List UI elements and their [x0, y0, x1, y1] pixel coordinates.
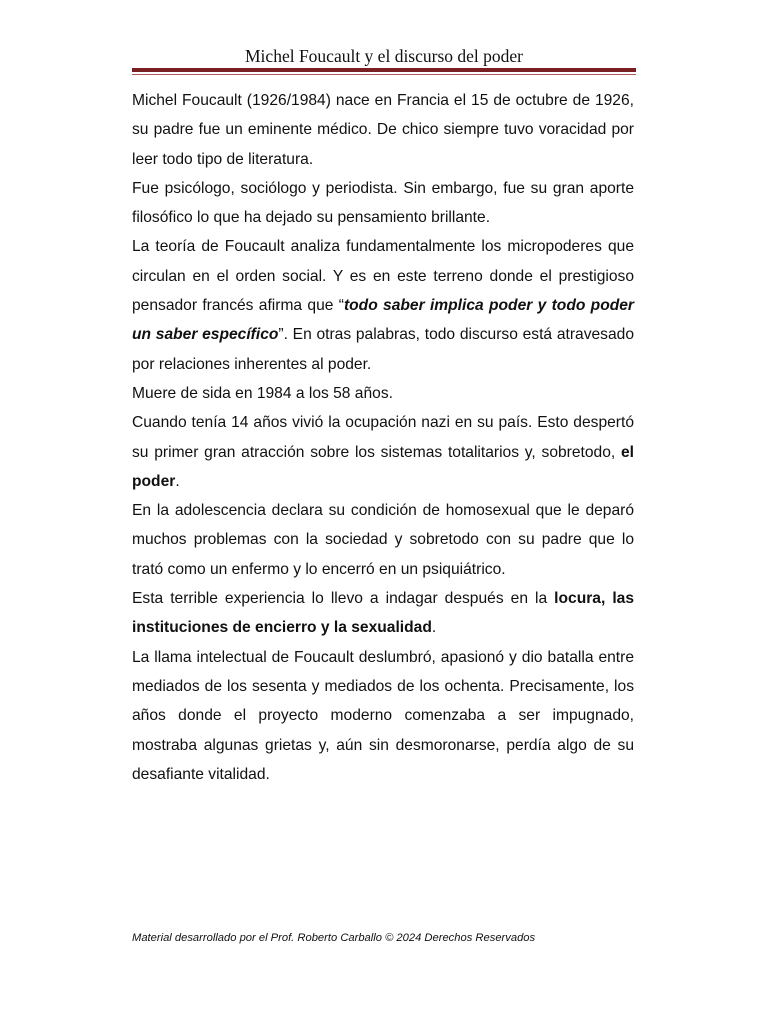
paragraph-experience: [132, 584, 634, 643]
key-quote: todo saber implica poder y todo poder un saber específico: [132, 297, 635, 344]
highlight-power: el poder: [132, 443, 634, 490]
header-rule-secondary: [132, 74, 636, 75]
header-rule: [132, 68, 636, 72]
paragraph-adolescence: En la adolescencia declara su condición de homosexual que le deparó muchos problemas con la sociedad y sobretodo con su padre que lo trató como un enfermo y lo encerró en un psiquiátrico.: [132, 502, 634, 578]
paragraph-theory: [132, 232, 634, 378]
paragraph-death: Muere de sida en 1984 a los 58 años.: [132, 384, 393, 402]
document-body: [132, 86, 634, 789]
paragraph-experience-text: Esta terrible experiencia lo llevo a indagar después en la: [132, 590, 555, 608]
paragraph-experience-end: .: [431, 619, 437, 637]
paragraph-occupation-end: .: [175, 472, 180, 490]
paragraph-occupation-text: Cuando tenía 14 años vivió la ocupación nazi en su país. Esto despertó su primer gran atracción sobre los sistemas totalitarios y, sobretodo,: [132, 414, 634, 461]
page-title: Michel Foucault y el discurso del poder: [245, 46, 523, 66]
paragraph-theory-text: La teoría de Foucault analiza fundamentalmente los micropoderes que circulan en el orden social. Y es en este terreno donde el prestigioso pensador francés afirma que “: [132, 238, 634, 315]
paragraph-theory-text-end: ”. En otras palabras, todo discurso está atravesado por relaciones inherentes al poder.: [132, 326, 634, 373]
paragraph-legacy: La llama intelectual de Foucault deslumbró, apasionó y dio batalla entre mediados de los sesenta y mediados de los ochenta. Precisamente, los años donde el proyecto moderno comenzaba a ser impugnado, mostraba algunas grietas y, aún sin desmoronarse, perdía algo de su desafiante vitalidad.: [132, 648, 634, 783]
highlight-topics: locura, las instituciones de encierro y la sexualidad: [132, 590, 634, 637]
paragraph-career: Fue psicólogo, sociólogo y periodista. Sin embargo, fue su gran aporte filosófico lo que ha dejado su pensamiento brillante.: [132, 179, 634, 227]
paragraph-occupation: [132, 408, 634, 496]
paragraph-birth: Michel Foucault (1926/1984) nace en Francia el 15 de octubre de 1926, su padre fue un eminente médico. De chico siempre tuvo voracidad por leer todo tipo de literatura.: [132, 92, 634, 168]
copyright-footer: Material desarrollado por el Prof. Roberto Carballo © 2024 Derechos Reservados: [132, 932, 536, 944]
